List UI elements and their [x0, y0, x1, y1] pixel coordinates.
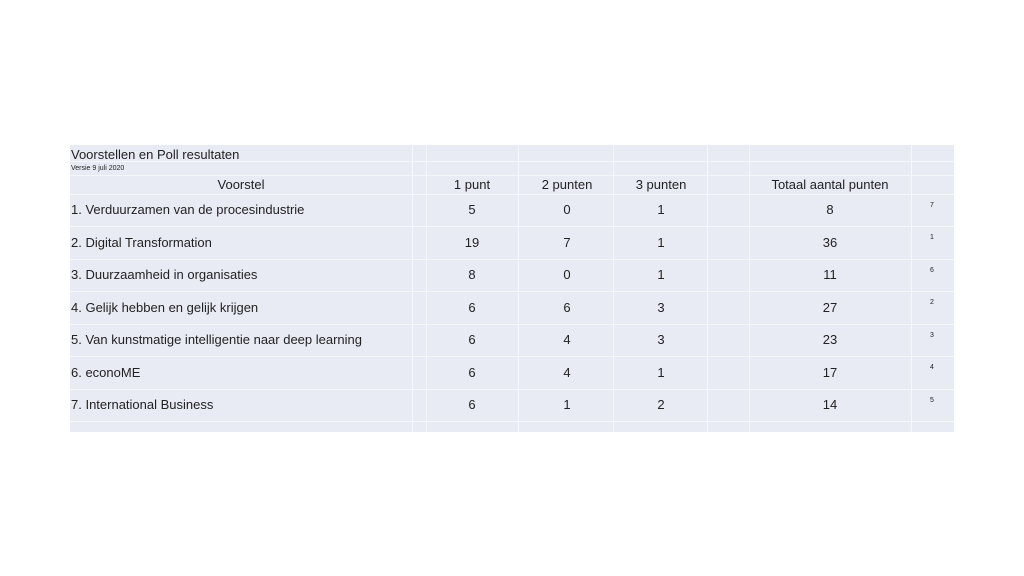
header-voorstel: Voorstel: [217, 177, 265, 192]
grid-line: [70, 259, 954, 260]
cell-voorstel: 6. econoME: [71, 365, 141, 380]
cell-1-punt: 6: [468, 332, 476, 347]
cell-rank: 2: [930, 299, 934, 306]
cell-3-punten: 1: [657, 202, 665, 217]
cell-rank: 7: [930, 202, 934, 209]
cell-voorstel: 4. Gelijk hebben en gelijk krijgen: [71, 300, 259, 315]
grid-line: [70, 389, 954, 390]
cell-3-punten: 2: [657, 397, 665, 412]
cell-1-punt: 6: [468, 365, 476, 380]
cell-3-punten: 1: [657, 235, 665, 250]
cell-totaal: 23: [822, 332, 838, 347]
cell-voorstel: 3. Duurzaamheid in organisaties: [71, 267, 258, 282]
header-1-punt: 1 punt: [453, 177, 491, 192]
cell-2-punten: 1: [563, 397, 571, 412]
grid-line: [70, 194, 954, 195]
cell-2-punten: 0: [563, 267, 571, 282]
cell-2-punten: 0: [563, 202, 571, 217]
results-table: [70, 145, 954, 432]
cell-3-punten: 3: [657, 332, 665, 347]
cell-totaal: 8: [826, 202, 834, 217]
cell-2-punten: 6: [563, 300, 571, 315]
grid-line: [70, 324, 954, 325]
cell-totaal: 36: [822, 235, 838, 250]
cell-2-punten: 7: [563, 235, 571, 250]
cell-2-punten: 4: [563, 365, 571, 380]
cell-voorstel: 1. Verduurzamen van de procesindustrie: [71, 202, 305, 217]
cell-voorstel: 2. Digital Transformation: [71, 235, 212, 250]
grid-line: [70, 421, 954, 422]
cell-rank: 5: [930, 397, 934, 404]
cell-voorstel: 7. International Business: [71, 397, 214, 412]
cell-totaal: 11: [823, 267, 837, 282]
cell-1-punt: 5: [468, 202, 476, 217]
cell-1-punt: 19: [464, 235, 480, 250]
grid-line: [70, 291, 954, 292]
cell-3-punten: 3: [657, 300, 665, 315]
header-2-punten: 2 punten: [541, 177, 593, 192]
cell-1-punt: 8: [468, 267, 476, 282]
cell-voorstel: 5. Van kunstmatige intelligentie naar deep learning: [71, 332, 363, 347]
table-title: Voorstellen en Poll resultaten: [71, 147, 240, 162]
grid-line: [70, 175, 954, 176]
cell-totaal: 27: [822, 300, 838, 315]
cell-3-punten: 1: [657, 267, 665, 282]
grid-line: [70, 226, 954, 227]
cell-rank: 3: [930, 332, 934, 339]
cell-totaal: 17: [822, 365, 838, 380]
version-date: Versie 9 juli 2020: [71, 165, 125, 172]
cell-2-punten: 4: [563, 332, 571, 347]
header-3-punten: 3 punten: [635, 177, 687, 192]
cell-rank: 1: [930, 234, 934, 241]
cell-totaal: 14: [822, 397, 838, 412]
cell-rank: 6: [930, 267, 934, 274]
cell-1-punt: 6: [468, 300, 476, 315]
cell-1-punt: 6: [468, 397, 476, 412]
cell-rank: 4: [930, 364, 934, 371]
grid-line: [70, 356, 954, 357]
cell-3-punten: 1: [657, 365, 665, 380]
header-totaal: Totaal aantal punten: [771, 177, 889, 192]
